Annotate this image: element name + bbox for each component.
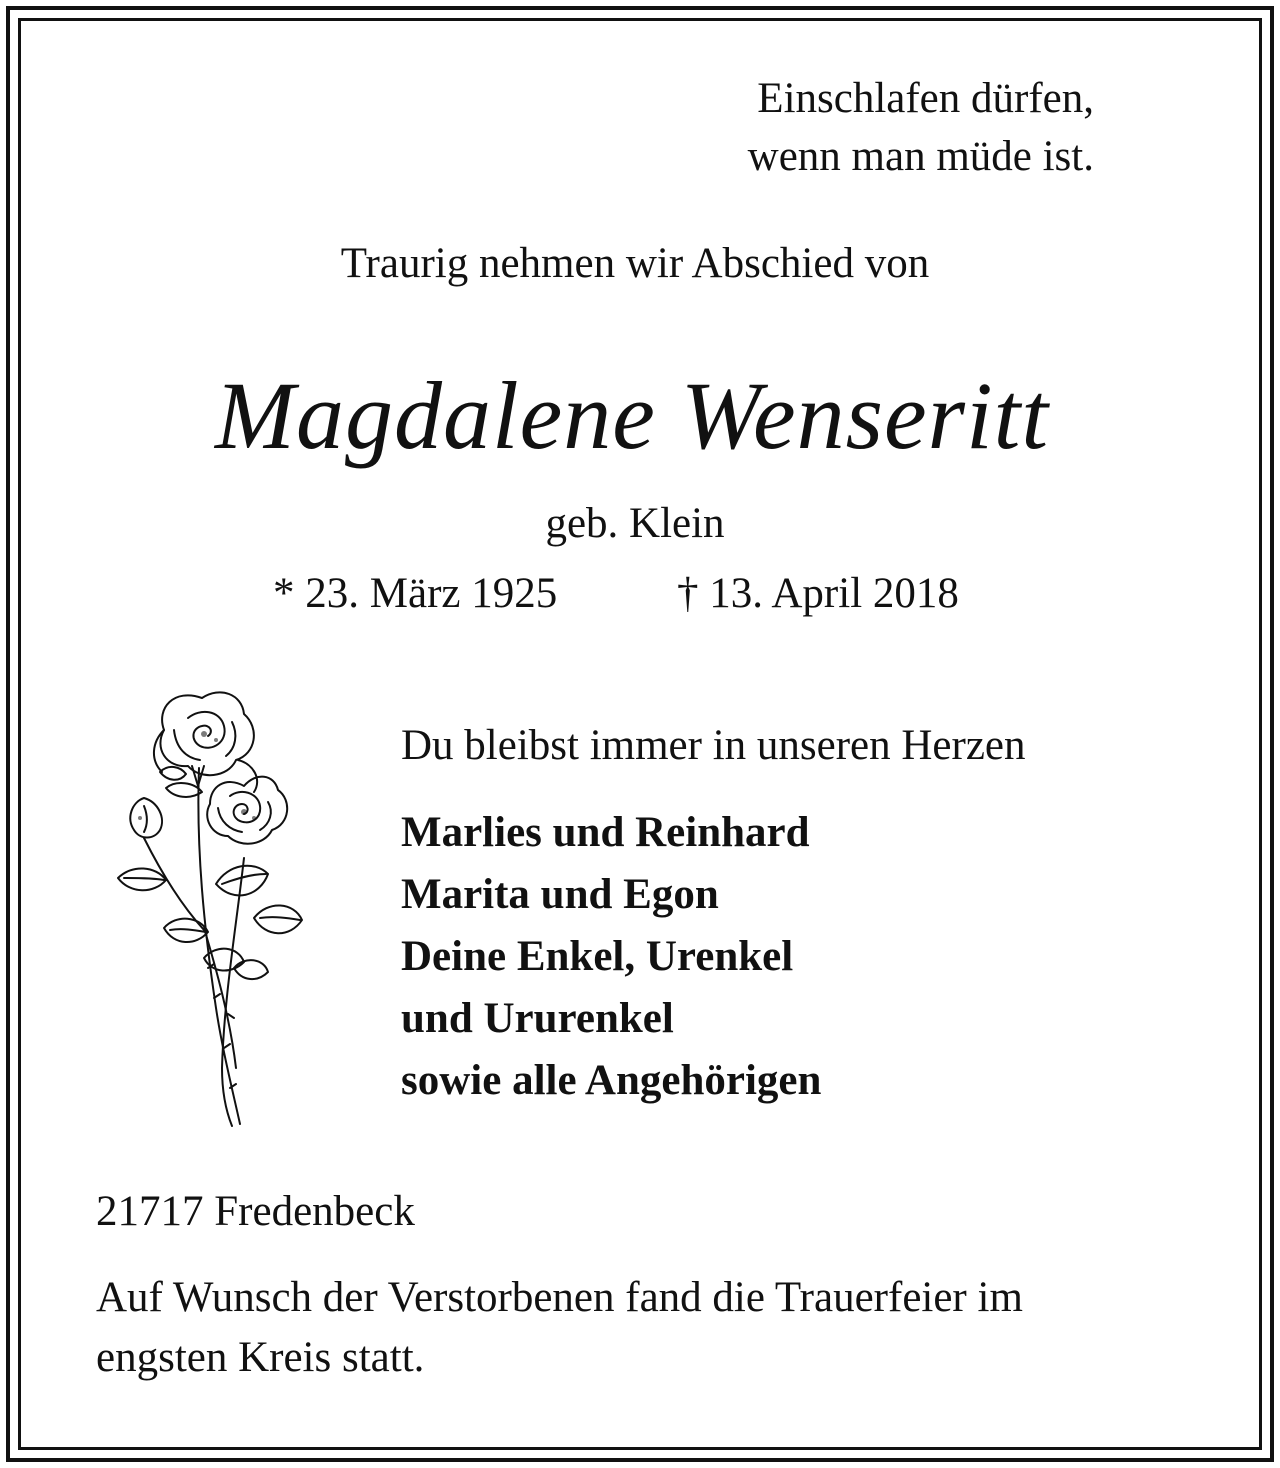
life-dates (0, 566, 1270, 626)
mourners-list (401, 802, 821, 1112)
closing-note (96, 1268, 1186, 1388)
tagline: Du bleibst immer in unseren Herzen (401, 722, 1026, 769)
motto-verse (594, 70, 1094, 186)
closing-note-line-2: engsten Kreis statt. (96, 1334, 425, 1381)
birth-date: * 23. März 1925 (273, 570, 558, 617)
motto-line-2: wenn man müde ist. (747, 133, 1094, 180)
motto-line-1: Einschlafen dürfen, (757, 75, 1094, 122)
rose-bouquet-icon (104, 668, 314, 1130)
death-date: † 13. April 2018 (677, 570, 959, 617)
mourner-line: Marita und Egon (401, 871, 719, 918)
deceased-name: Magdalene Wenseritt (215, 362, 1049, 469)
mourner-line: sowie alle Angehörigen (401, 1057, 822, 1104)
mourner-line: und Ururenkel (401, 995, 674, 1042)
maiden-name: geb. Klein (545, 500, 725, 547)
closing-note-line-1: Auf Wunsch der Verstorbenen fand die Trauerfeier im (96, 1274, 1023, 1321)
mourner-line: Marlies und Reinhard (401, 809, 810, 856)
mourner-line: Deine Enkel, Urenkel (401, 933, 794, 980)
intro-text: Traurig nehmen wir Abschied von (340, 240, 930, 287)
place-line: 21717 Fredenbeck (96, 1188, 415, 1235)
